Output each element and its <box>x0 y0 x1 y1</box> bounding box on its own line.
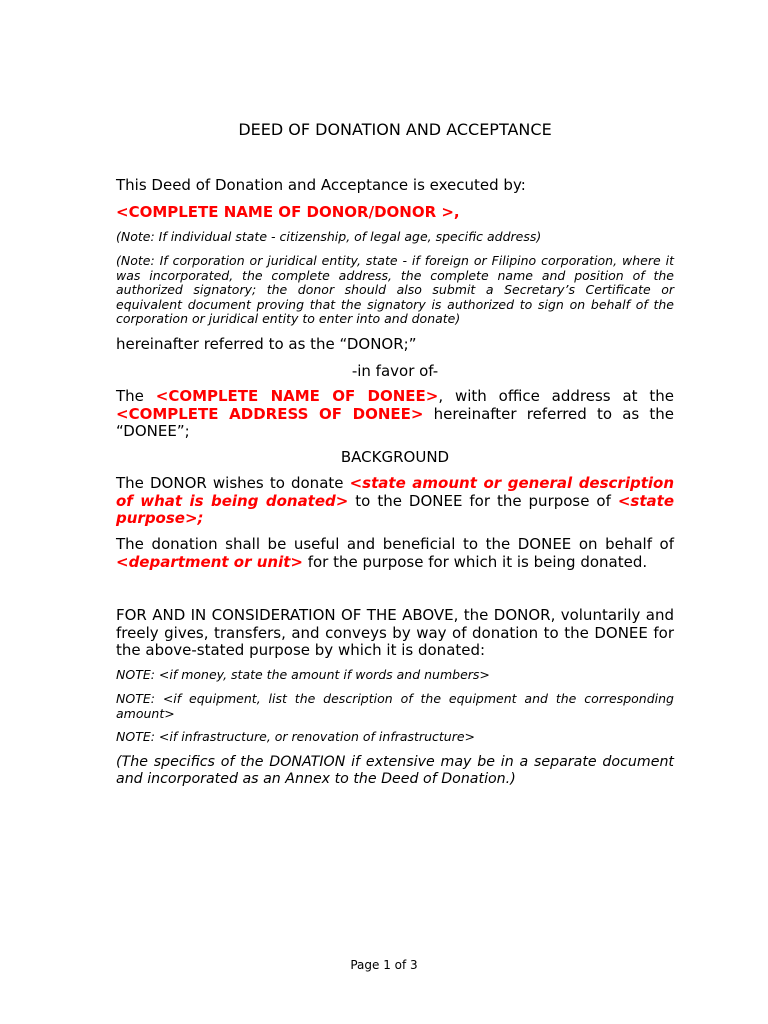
in-favor-block <box>116 363 674 381</box>
note-money: NOTE: <if money, state the amount if words and numbers> <box>116 667 490 682</box>
donee-block <box>116 388 674 441</box>
background-heading: BACKGROUND <box>340 448 450 466</box>
background-paragraph-1-block <box>116 475 674 528</box>
bg2-suffix: for the purpose for which it is being donated. <box>302 552 648 571</box>
page-indicator: Page 1 of 3 <box>350 958 418 972</box>
note-corporation-block <box>116 254 674 327</box>
donor-placeholder: <COMPLETE NAME OF DONOR/DONOR >, <box>116 203 460 221</box>
note-corporation: (Note: If corporation or juridical entity, state - if foreign or Filipino corporation, where it was incorporated, the complete address, the complete name and position of the authorized signatory; the donor should also submit a Secretary’s Certificate or equivalent document proving that the signatory is authorized to sign on behalf of the corporation or juridical entity to enter into and donate) <box>116 253 674 326</box>
note-equipment: NOTE: <if equipment, list the description of the equipment and the corresponding amount> <box>116 691 674 721</box>
bg1-middle: to the DONEE for the purpose of <box>348 491 618 510</box>
note-money-block <box>116 668 674 683</box>
donee-suffix: hereinafter referred to as the “DONEE”; <box>116 404 674 440</box>
background-paragraph-2-block <box>116 536 674 571</box>
consideration-block <box>116 607 674 660</box>
background-paragraph-2 <box>116 536 674 571</box>
bg1-prefix: The DONOR wishes to donate <box>116 474 350 492</box>
background-heading-block <box>116 449 674 467</box>
donee-paragraph <box>116 388 674 441</box>
background-paragraph-1 <box>116 475 674 528</box>
donee-middle: , with office address at the <box>438 387 674 405</box>
department-placeholder: <department or unit> <box>116 552 303 571</box>
intro-block <box>116 177 674 195</box>
donee-address-placeholder: <COMPLETE ADDRESS OF DONEE> <box>116 404 424 423</box>
donee-name-placeholder: <COMPLETE NAME OF DONEE> <box>155 387 439 405</box>
donor-block <box>116 204 674 222</box>
purpose-placeholder: <state purpose>; <box>116 491 674 527</box>
donee-prefix: The <box>116 387 156 405</box>
donor-reference-block <box>116 336 674 354</box>
note-equipment-block <box>116 692 674 721</box>
bg2-prefix: The donation shall be useful and beneficial to the DONEE on behalf of <box>116 535 674 553</box>
in-favor-of: -in favor of- <box>351 362 439 380</box>
note-infrastructure: NOTE: <if infrastructure, or renovation of infrastructure> <box>116 729 475 744</box>
specifics-note-block <box>116 754 674 787</box>
note-individual: (Note: If individual state - citizenship, of legal age, specific address) <box>116 229 542 244</box>
intro-text: This Deed of Donation and Acceptance is executed by: <box>116 176 526 194</box>
note-individual-block <box>116 230 674 245</box>
specifics-note: (The specifics of the DONATION if extensive may be in a separate document and incorporated as an Annex to the Deed of Donation.) <box>116 754 674 787</box>
consideration-paragraph: FOR AND IN CONSIDERATION OF THE ABOVE, the DONOR, voluntarily and freely gives, transfers, and conveys by way of donation to the DONEE for the above-stated purpose by which it is donated: <box>116 606 674 659</box>
note-infrastructure-block <box>116 730 674 745</box>
donation-placeholder: <state amount or general description of what is being donated> <box>116 474 674 510</box>
document-title: DEED OF DONATION AND ACCEPTANCE <box>238 120 552 139</box>
donor-reference: hereinafter referred to as the “DONOR;” <box>116 335 417 353</box>
